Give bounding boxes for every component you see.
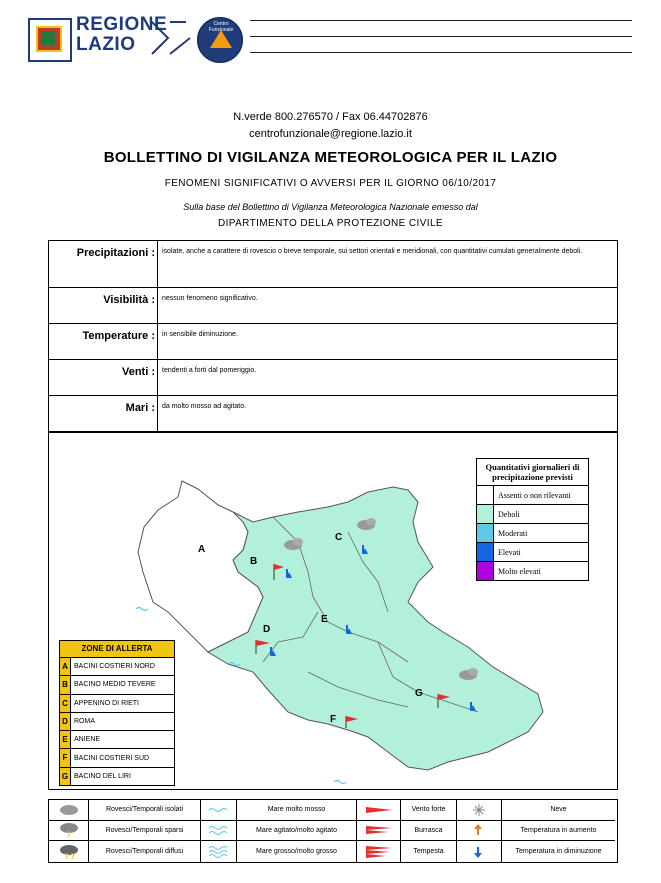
zone-name: BACINI COSTIERI NORD xyxy=(74,663,155,671)
zone-letter: D xyxy=(60,713,71,730)
row-label: Mari : xyxy=(125,402,155,414)
row-value: tendenti a forti dal pomeriggio. xyxy=(157,360,617,395)
zone-name: BACINI COSTIERI SUD xyxy=(74,754,150,762)
legend-text: Vento forte xyxy=(401,800,457,821)
legend-text: Rovesci/Temporali sparsi xyxy=(89,821,201,842)
regione-lazio-logo xyxy=(28,18,72,62)
table-row xyxy=(49,288,617,324)
zone-letter-c: C xyxy=(335,532,343,543)
legend-row xyxy=(477,562,588,580)
sea-wave-icon xyxy=(136,608,148,611)
zone-letter-f: F xyxy=(330,714,337,725)
zones-legend xyxy=(59,640,175,786)
zone-row xyxy=(60,695,174,713)
legend-text: Mare grosso/molto grosso xyxy=(237,841,357,862)
zone-name: BACINO MEDIO TEVERE xyxy=(74,681,156,689)
table-row xyxy=(49,396,617,431)
legend-text: Rovesci/Temporali isolati xyxy=(89,800,201,821)
row-value: da molto mosso ad agitato. xyxy=(157,396,617,431)
storm-widespread-icon xyxy=(49,841,89,862)
region-line2: LAZIO xyxy=(76,34,136,55)
zone-letter: F xyxy=(60,749,71,766)
row-label: Temperature : xyxy=(82,330,155,342)
legend-label: Deboli xyxy=(498,509,520,519)
legend-text: Temperatura in diminuzione xyxy=(515,848,602,856)
zone-row xyxy=(60,658,174,676)
header-line xyxy=(250,52,632,53)
legend-label: Assenti o non rilevanti xyxy=(498,490,571,500)
table-row xyxy=(49,360,617,396)
zone-row xyxy=(60,713,174,731)
legend-title: Quantitativi giornalieri di precipitazione previsti xyxy=(477,459,588,486)
row-value: isolate, anche a carattere di rovescio o breve temporale, sui settori orientali e meridionali, con quantitativi cumulati generalmente deboli. xyxy=(157,241,617,287)
row-value: in sensibile diminuzione. xyxy=(157,324,617,359)
table-row xyxy=(49,324,617,360)
legend-text: Mare agitato/molto agitato xyxy=(237,821,357,842)
legend-row xyxy=(477,486,588,505)
zone-letter: G xyxy=(60,768,71,785)
legend-text: Temperatura in aumento xyxy=(502,821,615,842)
symbols-legend xyxy=(48,799,618,863)
storm-wind-icon xyxy=(357,841,401,862)
subtitle: FENOMENI SIGNIFICATIVI O AVVERSI PER IL GIORNO 06/10/2017 xyxy=(164,178,497,189)
table-row xyxy=(49,241,617,288)
legend-row xyxy=(477,524,588,543)
zone-letter-g: G xyxy=(415,688,423,699)
zones-title: ZONE DI ALLERTA xyxy=(60,641,174,658)
basis-note: Sulla base del Bollettino di Vigilanza Meteorologica Nazionale emesso dal xyxy=(183,202,478,212)
logo-swoosh-icon xyxy=(150,18,195,58)
legend-text: Burrasca xyxy=(401,821,457,842)
protezione-civile-logo xyxy=(197,17,243,63)
legend-text: Tempesta xyxy=(401,841,457,862)
header-line xyxy=(250,36,632,37)
zone-name: ROMA xyxy=(74,718,95,726)
region-line1: REGIONE xyxy=(76,14,168,35)
zone-row xyxy=(60,749,174,767)
zone-letter-d: D xyxy=(263,624,271,635)
legend-label: Elevati xyxy=(498,547,521,557)
zone-letter: E xyxy=(60,731,71,748)
header-line xyxy=(250,20,632,21)
snow-icon xyxy=(457,800,502,821)
zone-letter-a: A xyxy=(198,544,206,555)
storm-scattered-icon xyxy=(49,821,89,842)
row-label: Precipitazioni : xyxy=(76,247,155,259)
zone-letter: C xyxy=(60,695,71,712)
precipitation-legend xyxy=(476,458,589,581)
legend-text: Mare molto mosso xyxy=(237,800,357,821)
zone-name: ANIENE xyxy=(74,736,101,744)
legend-row xyxy=(477,543,588,562)
zone-name: BACINO DEL LIRI xyxy=(74,772,131,780)
sea-very-rough-icon xyxy=(201,841,237,862)
department: DIPARTIMENTO DELLA PROTEZIONE CIVILE xyxy=(217,218,443,229)
zone-letter-e: E xyxy=(321,614,328,625)
sea-rough-icon xyxy=(201,800,237,821)
temperature-down-icon xyxy=(457,841,502,862)
row-value: nessun fenomeno significativo. xyxy=(157,288,617,323)
temperature-up-icon xyxy=(457,821,502,842)
zone-letter-b: B xyxy=(250,556,258,567)
sea-wave-icon xyxy=(334,781,346,784)
gale-icon xyxy=(357,821,401,842)
sea-agitated-icon xyxy=(201,821,237,842)
zone-letter: A xyxy=(60,658,71,675)
zone-row xyxy=(60,676,174,694)
phone-fax: N.verde 800.276570 / Fax 06.44702876 xyxy=(233,111,428,123)
storm-isolated-icon xyxy=(49,800,89,821)
wind-strong-icon xyxy=(357,800,401,821)
legend-label: Molto elevati xyxy=(498,566,541,576)
phenomena-table xyxy=(48,240,618,432)
legend-row xyxy=(477,505,588,524)
legend-label: Moderati xyxy=(498,528,528,538)
email: centrofunzionale@regione.lazio.it xyxy=(249,128,412,140)
pc-logo-text: Centro Funzionale xyxy=(208,21,234,33)
legend-text: Neve xyxy=(502,800,615,821)
legend-text: Rovesci/Temporali diffusi xyxy=(89,841,201,862)
row-label: Venti : xyxy=(121,366,155,378)
zone-name: APPENINO DI RIETI xyxy=(74,699,139,707)
row-label: Visibilità : xyxy=(103,294,155,306)
zone-letter: B xyxy=(60,676,71,693)
zone-row xyxy=(60,768,174,785)
page-title: BOLLETTINO DI VIGILANZA METEOROLOGICA PER IL LAZIO xyxy=(103,149,558,166)
zone-row xyxy=(60,731,174,749)
